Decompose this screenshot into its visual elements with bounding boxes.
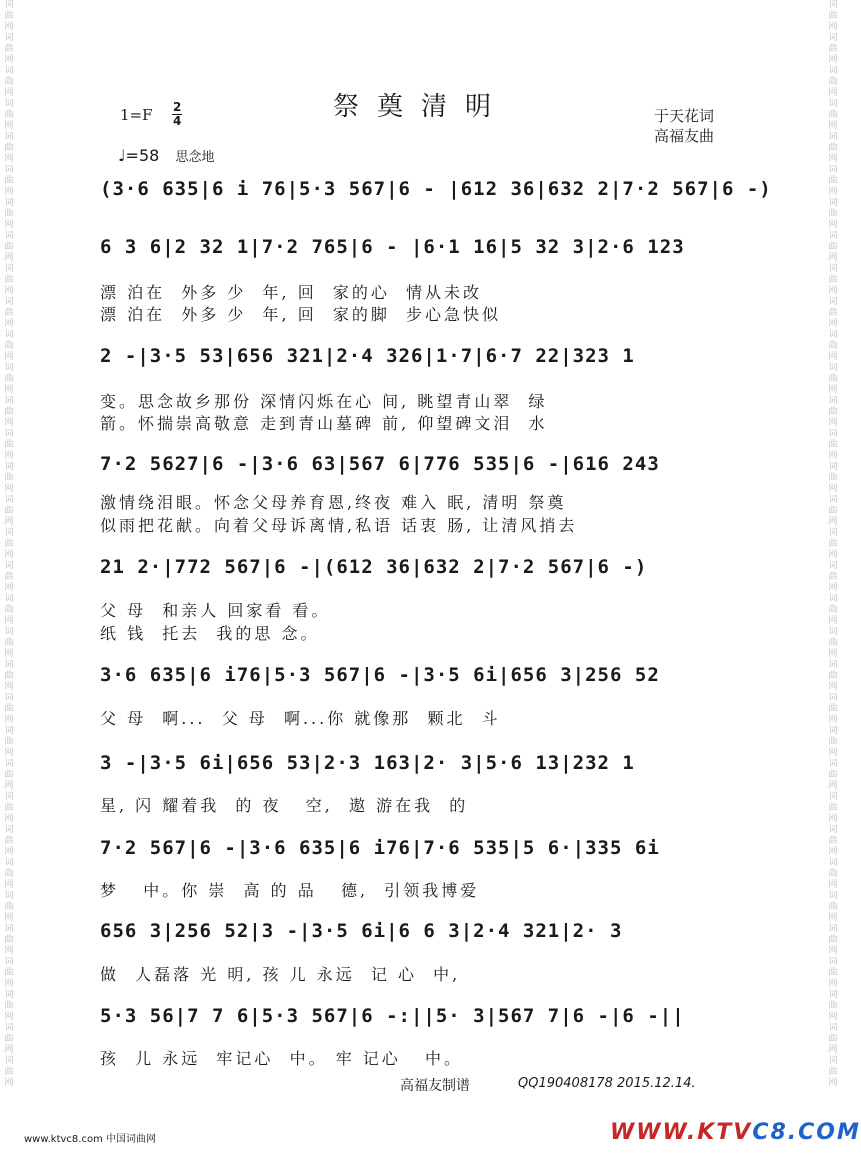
composer: 高福友曲 xyxy=(654,127,715,145)
score-line-9: 656 3|256 52|3 -|3·5 6i|6 6 3|2·4 321|2· 3 xyxy=(100,920,623,942)
time-signature xyxy=(172,101,182,128)
lyric-line-6: 父 母 啊... 父 母 啊...你 就像那 颗北 斗 xyxy=(100,709,501,728)
lyric-line-4-verse-2: 似雨把花献。向着父母诉离情,私语 话衷 肠, 让清风捎去 xyxy=(100,516,578,535)
tempo-marking xyxy=(118,146,214,165)
logo-text-b: C8.COM xyxy=(752,1120,861,1145)
watermark-right: 词曲网词曲网词曲网词曲网词曲网词曲网词曲网词曲网词曲网词曲网词曲网词曲网词曲网词曲网词曲网词曲网词曲网词曲网词曲网词曲网词曲网词曲网词曲网词曲网词曲网词曲网词曲网词曲网词曲网词曲网词曲网词曲网词曲网 xyxy=(828,0,838,1088)
meter-bottom: 4 xyxy=(173,114,182,128)
lyric-line-3-verse-1: 变。思念故乡那份 深情闪烁在心 间, 眺望青山翠 绿 xyxy=(100,392,548,411)
score-line-7: 3 -|3·5 6i|656 53|2·3 163|2· 3|5·6 13|232 1 xyxy=(100,752,635,774)
score-line-5: 21 2·|772 567|6 -|(612 36|632 2|7·2 567|6 -) xyxy=(100,556,648,578)
logo-text-a: WWW.KTV xyxy=(610,1120,753,1145)
site-url: www.ktvc8.com 中国词曲网 xyxy=(24,1134,157,1145)
key-signature: 1=F xyxy=(120,106,153,124)
lyric-line-10: 孩 儿 永远 牢记心 中。 牢 记心 中。 xyxy=(100,1049,464,1068)
tempo-note: ♩=58 xyxy=(118,146,160,165)
lyric-line-7: 星, 闪 耀着我 的 夜 空, 遨 游在我 的 xyxy=(100,796,469,815)
score-line-3: 2 -|3·5 53|656 321|2·4 326|1·7|6·7 22|323 1 xyxy=(100,345,635,367)
lyric-line-2-verse-2: 漂 泊在 外多 少 年, 回 家的脚 步心急快似 xyxy=(100,305,502,324)
mood-marking: 思念地 xyxy=(175,150,215,165)
lyric-line-5-verse-1: 父 母 和亲人 回家看 看。 xyxy=(100,601,331,620)
lyric-line-5-verse-2: 纸 钱 托去 我的思 念。 xyxy=(100,624,320,643)
song-title: 祭奠清明 xyxy=(332,92,509,122)
lyricist: 于天花词 xyxy=(654,107,715,125)
site-logo xyxy=(610,1120,861,1145)
lyric-line-8: 梦 中。你 崇 高 的 品 德, 引领我博爱 xyxy=(100,881,480,900)
score-line-2: 6 3 6|2 32 1|7·2 765|6 - |6·1 16|5 32 3|2·6 123 xyxy=(100,236,685,258)
score-line-8: 7·2 567|6 -|3·6 635|6 i76|7·6 535|5 6·|335 6i xyxy=(100,837,660,859)
score-line-1: (3·6 635|6 i 76|5·3 567|6 - |612 36|632 2|7·2 567|6 -) xyxy=(100,178,772,200)
score-line-6: 3·6 635|6 i76|5·3 567|6 -|3·5 6i|656 3|256 52 xyxy=(100,664,660,686)
lyric-line-4-verse-1: 激情绕泪眼。怀念父母养育恩,终夜 难入 眠, 清明 祭奠 xyxy=(100,493,567,512)
meter-top: 2 xyxy=(173,100,182,114)
lyric-line-3-verse-2: 箭。怀揣崇高敬意 走到青山墓碑 前, 仰望碑文泪 水 xyxy=(100,414,548,433)
contact-and-date: QQ190408178 2015.12.14. xyxy=(518,1076,696,1091)
credits xyxy=(654,106,714,146)
transcriber-credit: 高福友制谱 xyxy=(400,1078,470,1094)
lyric-line-9: 做 人磊落 光 明, 孩 儿 永远 记 心 中, xyxy=(100,965,461,984)
watermark-left: 词曲网词曲网词曲网词曲网词曲网词曲网词曲网词曲网词曲网词曲网词曲网词曲网词曲网词曲网词曲网词曲网词曲网词曲网词曲网词曲网词曲网词曲网词曲网词曲网词曲网词曲网词曲网词曲网词曲网词曲网词曲网词曲网词曲网 xyxy=(4,0,14,1088)
score-line-4: 7·2 5627|6 -|3·6 63|567 6|776 535|6 -|616 243 xyxy=(100,453,660,475)
score-line-10: 5·3 56|7 7 6|5·3 567|6 -:||5· 3|567 7|6 -|6 -|| xyxy=(100,1005,685,1027)
lyric-line-2-verse-1: 漂 泊在 外多 少 年, 回 家的心 情从未改 xyxy=(100,283,483,302)
